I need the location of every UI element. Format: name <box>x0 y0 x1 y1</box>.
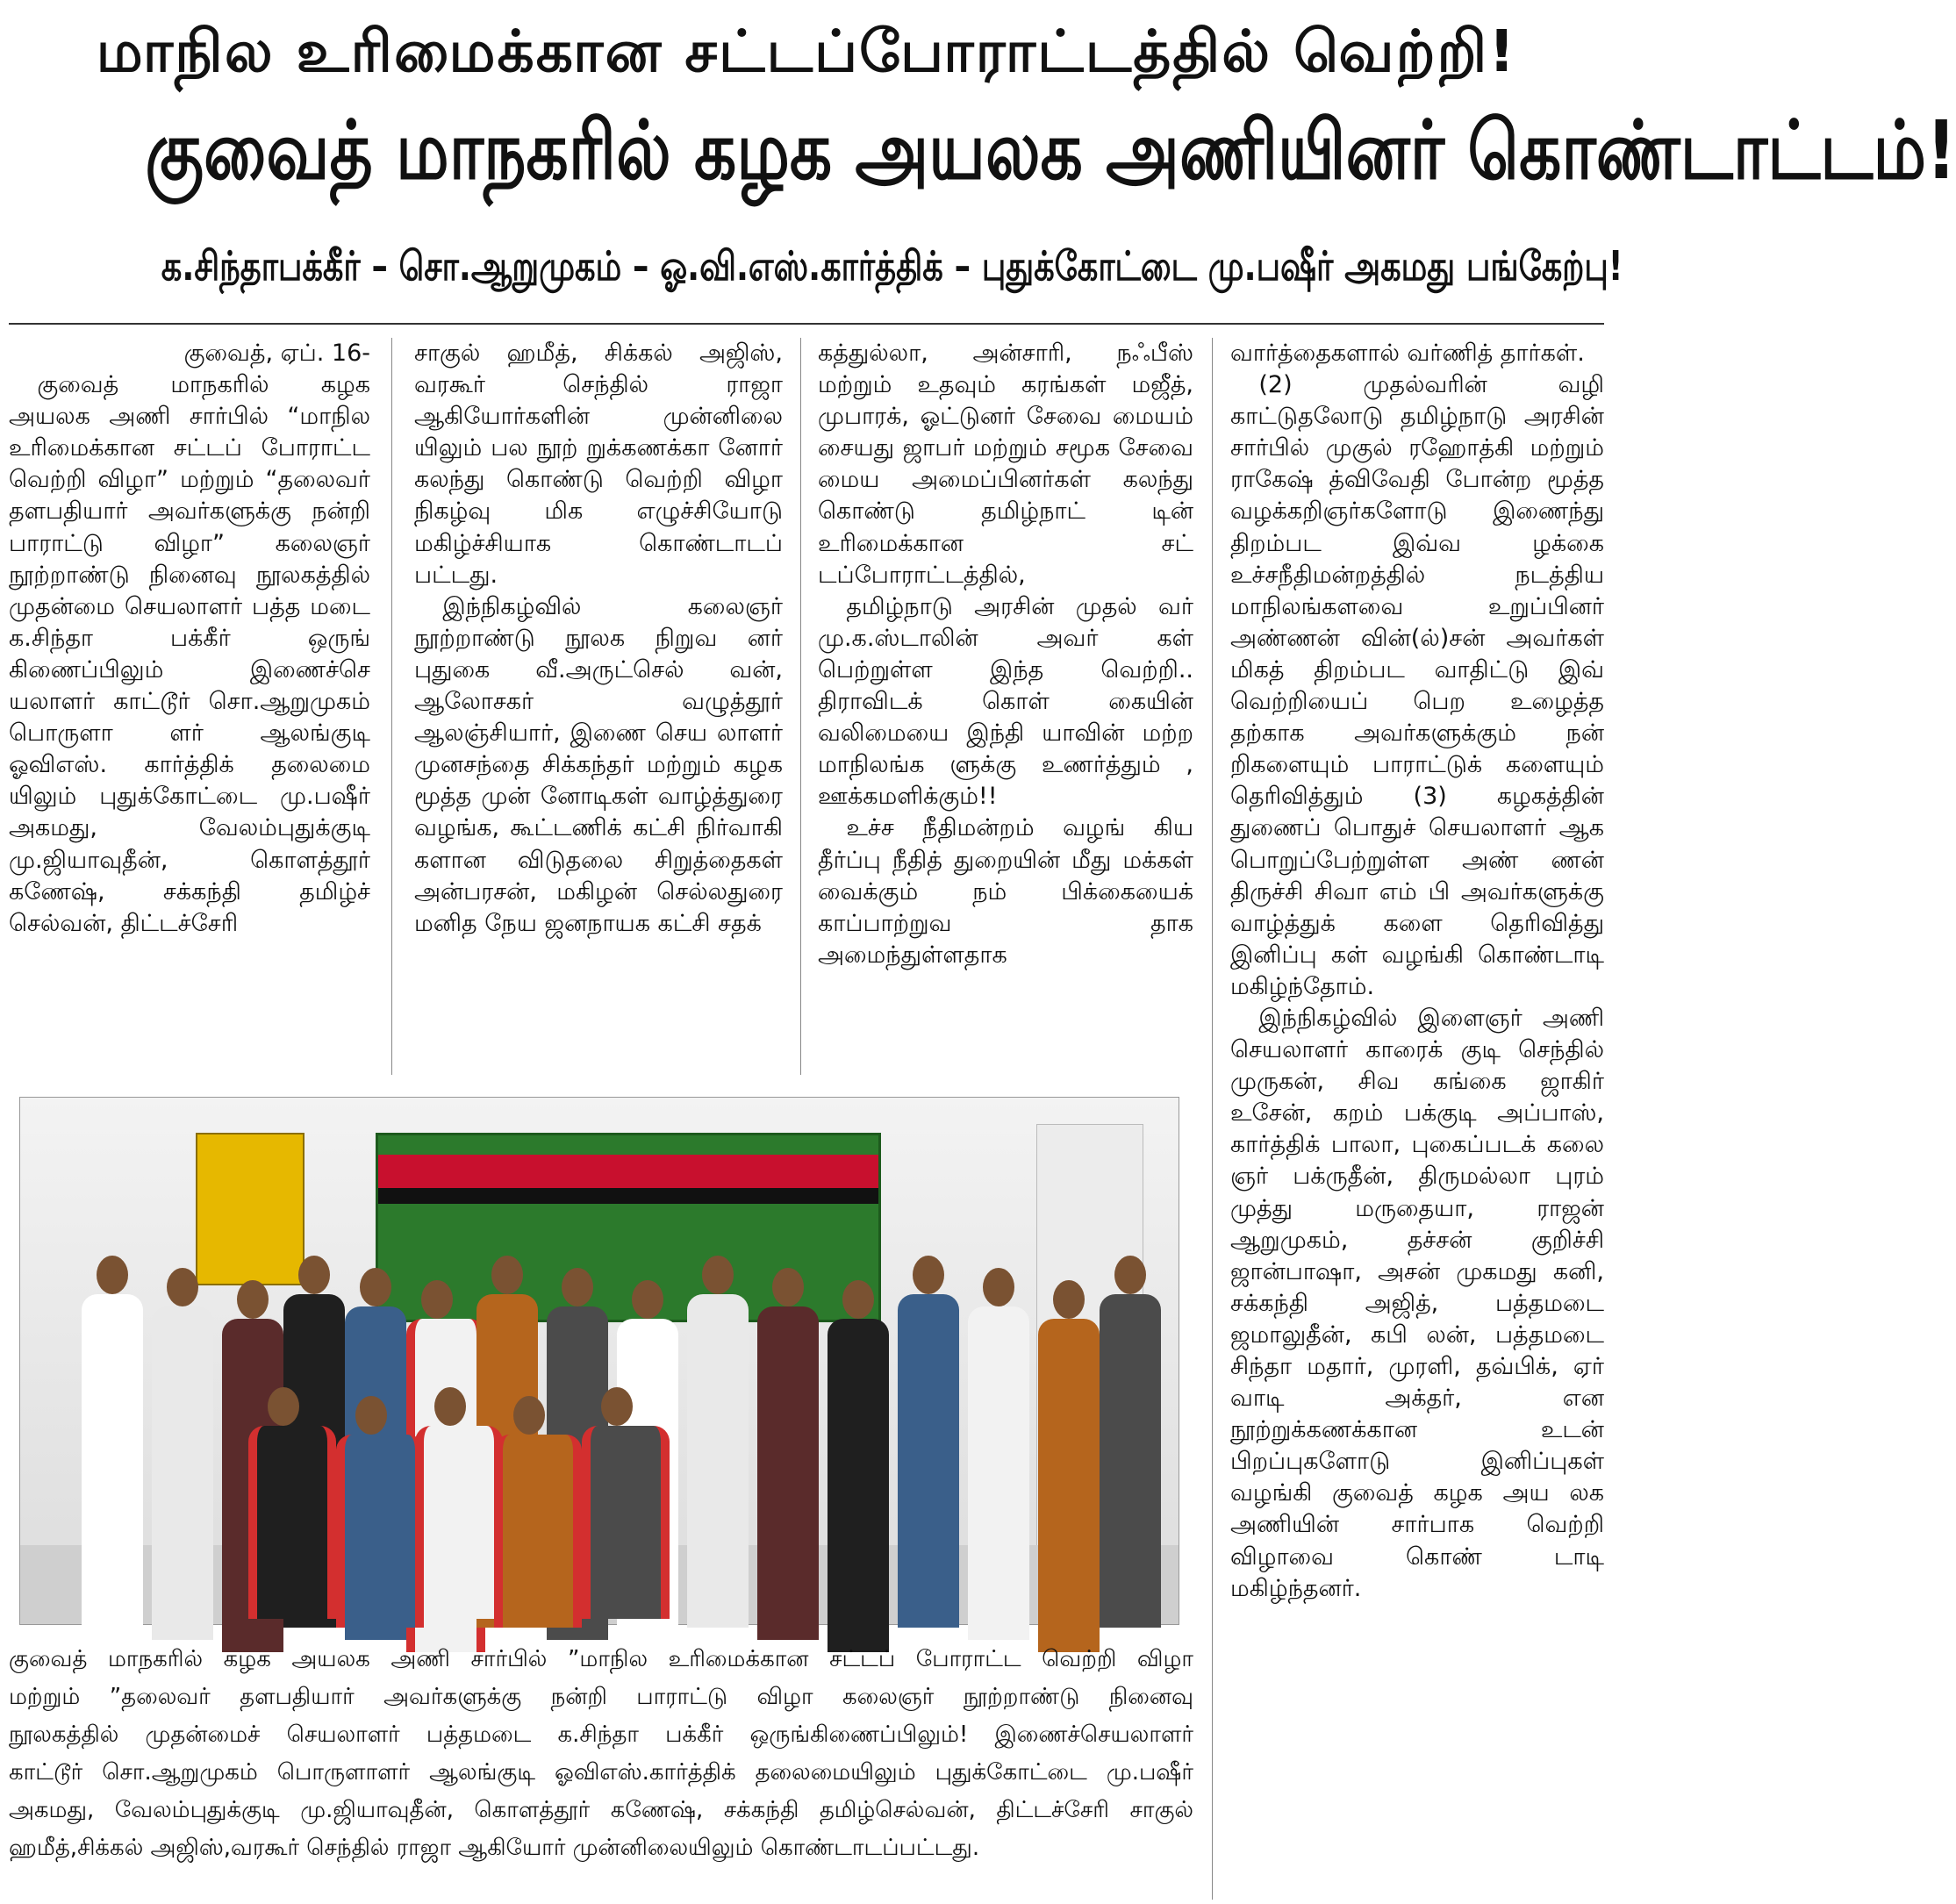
article-column-4 <box>1230 338 1604 1900</box>
person-body <box>757 1306 819 1640</box>
article-column-2 <box>414 338 783 1075</box>
person-head <box>237 1280 269 1319</box>
person-head <box>632 1280 663 1319</box>
photo-caption <box>9 1641 1193 1895</box>
person-head <box>702 1256 734 1294</box>
main-headline: குவைத் மாநகரில் கழக அயலக அணியினர் கொண்டாட்டம்! <box>145 104 1956 197</box>
person-head <box>355 1396 387 1435</box>
person-head <box>167 1268 198 1306</box>
article-paragraph: சாகுல் ஹமீத், சிக்கல் அஜிஸ், வரகூர் செந்தில் ராஜா ஆகியோர்களின் முன்னிலை யிலும் பல நூற் றுக்கணக்கா னோர் கலந்து கொண்டு வெற்றி விழா நிகழ்வு மிக எழுச்சியோடு மகிழ்ச்சியாக கொண்டாடப் பட்டது. <box>414 340 783 589</box>
article-paragraph: கத்துல்லா, அன்சாரி, நஃபீஸ் மற்றும் உதவும் கரங்கள் மஜீத், முபாரக், ஓட்டுனர் சேவை மையம் சையது ஜாபர் மற்றும் சமூக சேவை மைய அமைப்பினர்கள் கலந்து கொண்டு தமிழ்நாட் டின் உரிமைக்கான சட் டப்போராட்டத்தில், <box>818 340 1193 589</box>
caption-line: ஹமீத்,சிக்கல் அஜிஸ்,வரகூர் செந்தில் ராஜா ஆகியோர் முன்னிலையிலும் கொண்டாடப்பட்டது. <box>9 1835 980 1861</box>
person-head <box>983 1268 1014 1306</box>
person-head <box>360 1268 391 1306</box>
person-head <box>1053 1280 1085 1319</box>
person-body <box>968 1306 1029 1640</box>
caption-line: நூலகத்தில் முதன்மைச் செயலாளர் பத்தமடை க.சிந்தா பக்கீர் ஒருங்கிணைப்பிலும்! இணைச்செயலாளர் <box>9 1721 1193 1748</box>
caption-line: குவைத் மாநகரில் கழக அயலக அணி சார்பில் ”மாநில உரிமைக்கான சட்டப் போராட்ட வெற்றி விழா <box>9 1646 1193 1672</box>
banner-band <box>378 1155 878 1188</box>
person-body <box>415 1426 503 1619</box>
article-paragraph: குவைத் மாநகரில் கழக அயலக அணி சார்பில் “மாநில உரிமைக்கான சட்டப் போராட்ட வெற்றி விழா” மற்றும் “தலைவர் தளபதியார் அவர்களுக்கு நன்றி பாராட்டு விழா” கலைஞர் நூற்றாண்டு நினைவு நூலகத்தில் முதன்மை செயலாளர் பத்த மடை க.சிந்தா பக்கீர் ஒருங் கிணைப்பிலும் இணைச்செ யலாளர் காட்டூர் சொ.ஆறுமுகம் பொருளா ளர் ஆலங்குடி ஓவிஎஸ். கார்த்திக் தலைமை யிலும் புதுக்கோட்டை மு.பஷீர் அகமது, வேலம்புதுக்குடி மு.ஜியாவுதீன், கொளத்தூர் கணேஷ், சக்கந்தி தமிழ்ச் செல்வன், திட்டச்சேரி <box>9 371 370 937</box>
person-head <box>491 1256 523 1294</box>
person-head <box>913 1256 944 1294</box>
person-body <box>1100 1294 1161 1628</box>
person-head <box>97 1256 128 1294</box>
column-divider <box>1212 338 1213 1900</box>
person-head <box>298 1256 330 1294</box>
person-head <box>421 1280 453 1319</box>
person-body <box>336 1435 424 1628</box>
kicker-headline: மாநில உரிமைக்கான சட்டப்போராட்டத்தில் வெற்றி! <box>96 18 1517 85</box>
person-body <box>248 1426 336 1619</box>
person-body <box>82 1294 143 1628</box>
article-paragraph: (2) முதல்வரின் வழி காட்டுதலோடு தமிழ்நாடு அரசின் சார்பில் முகுல் ரஹோத்கி மற்றும் ராகேஷ் த்விவேதி போன்ற மூத்த வழக்கறிஞர்களோடு இணைந்து திறம்பட இவ்வ ழக்கை உச்சநீதிமன்றத்தில் நடத்திய மாநிலங்களவை உறுப்பினர் அண்ணன் வின்(ல்)சன் அவர்கள் மிகத் திறம்பட வாதிட்டு இவ் வெற்றியைப் பெற உழைத்த தற்காக அவர்களுக்கும் நன் றிகளையும் பாராட்டுக் களையும் தெரிவித்தும் (3) கழகத்தின் துணைப் பொதுச் செயலாளர் ஆக பொறுப்பேற்றுள்ள அண் ணன் திருச்சி சிவா எம் பி அவர்களுக்கு வாழ்த்துக் களை தெரிவித்து இனிப்பு கள் வழங்கி கொண்டாடி மகிழ்ந்தோம். <box>1230 371 1604 1000</box>
person-head <box>1114 1256 1146 1294</box>
article-column-1 <box>9 338 370 1075</box>
sub-headline: க.சிந்தாபக்கீர் – சொ.ஆறுமுகம் – ஓ.வி.எஸ்.கார்த்திக் – புதுக்கோட்டை மு.பஷீர் அகமது பங்கேற்பு! <box>161 242 1623 290</box>
person-head <box>513 1396 545 1435</box>
article-paragraph: தமிழ்நாடு அரசின் முதல் வர் மு.க.ஸ்டாலின் அவர் கள் பெற்றுள்ள இந்த வெற்றி.. திராவிடக் கொள் கையின் வலிமையை இந்தி யாவின் மற்ற மாநிலங்க ளுக்கு உணர்த்தும் , ஊக்கமளிக்கும்!! <box>818 592 1193 811</box>
caption-line: மற்றும் ”தலைவர் தளபதியார் அவர்களுக்கு நன்றி பாராட்டு விழா கலைஞர் நூற்றாண்டு நினைவு <box>9 1684 1193 1710</box>
caption-line: அகமது, வேலம்புதுக்குடி மு.ஜியாவுதீன், கொளத்தூர் கணேஷ், சக்கந்தி தமிழ்செல்வன், திட்டச்சேரி சாகுல் <box>9 1797 1193 1823</box>
person-body <box>898 1294 959 1628</box>
column-divider <box>391 338 392 1075</box>
person-head <box>842 1280 874 1319</box>
banner-stripe <box>378 1188 878 1204</box>
article-paragraph: இந்நிகழ்வில் இளைஞர் அணி செயலாளர் காரைக் குடி செந்தில் முருகன், சிவ கங்கை ஜாகிர் உசேன், கறம் பக்குடி அப்பாஸ், கார்த்திக் பாலா, புகைப்படக் கலை ஞர் பக்ருதீன், திருமல்லா புரம் முத்து மருதையா, ராஜன் ஆறுமுகம், தச்சன் குறிச்சி ஜான்பாஷா, அசன் முகமது கனி, சக்கந்தி அஜித், பத்தமடை ஜமாலுதீன், கபி லன், பத்தமடை சிந்தா மதார், முரளி, தவ்பிக், ஏர் வாடி அக்தர், என நூற்றுக்கணக்கான உடன் பிறப்புகளோடு இனிப்புகள் வழங்கி குவைத் கழக அய லக அணியின் சார்பாக வெற்றி விழாவை கொண் டாடி மகிழ்ந்தனர். <box>1230 1004 1604 1602</box>
article-column-3 <box>818 338 1193 1075</box>
person-body <box>828 1319 889 1652</box>
person-body <box>494 1435 582 1628</box>
caption-line: காட்டூர் சொ.ஆறுமுகம் பொருளாளர் ஆலங்குடி ஓவிஎஸ்.கார்த்திக் தலைமையிலும் புதுக்கோட்டை மு.பஷீர் <box>9 1759 1193 1786</box>
person-head <box>434 1387 466 1426</box>
person-head <box>772 1268 804 1306</box>
person-head <box>562 1268 593 1306</box>
article-paragraph: வார்த்தைகளால் வர்ணித் தார்கள். <box>1230 340 1585 367</box>
article-paragraph: உச்ச நீதிமன்றம் வழங் கிய தீர்ப்பு நீதித் துறையின் மீது மக்கள் வைக்கும் நம் பிக்கையைக் காப்பாற்றுவ தாக அமைந்துள்ளதாக <box>818 814 1193 969</box>
dateline: குவைத், ஏப். 16- <box>183 340 370 367</box>
article-paragraph: இந்நிகழ்வில் கலைஞர் நூற்றாண்டு நூலக நிறுவ னர் புதுகை வீ.அருட்செல் வன், ஆலோசகர் வழுத்தூர் ஆலஞ்சியார், இணை செய லாளர் முனசந்தை சிக்கந்தர் மற்றும் கழக மூத்த முன் னோடிகள் வாழ்த்துரை வழங்க, கூட்டணிக் கட்சி நிர்வாகி களான விடுதலை சிறுத்தைகள் அன்பரசன், மகிழன் செல்லதுரை மனித நேய ஜனநாயக கட்சி சதக் <box>414 592 783 937</box>
headline-divider <box>9 323 1604 325</box>
leader-poster <box>196 1133 305 1285</box>
person-body <box>152 1306 213 1640</box>
person-head <box>268 1387 299 1426</box>
group-photo <box>19 1097 1179 1625</box>
person-body <box>687 1294 749 1628</box>
column-divider <box>800 338 801 1075</box>
person-head <box>601 1387 633 1426</box>
person-body <box>1038 1319 1100 1652</box>
person-body <box>582 1426 670 1619</box>
